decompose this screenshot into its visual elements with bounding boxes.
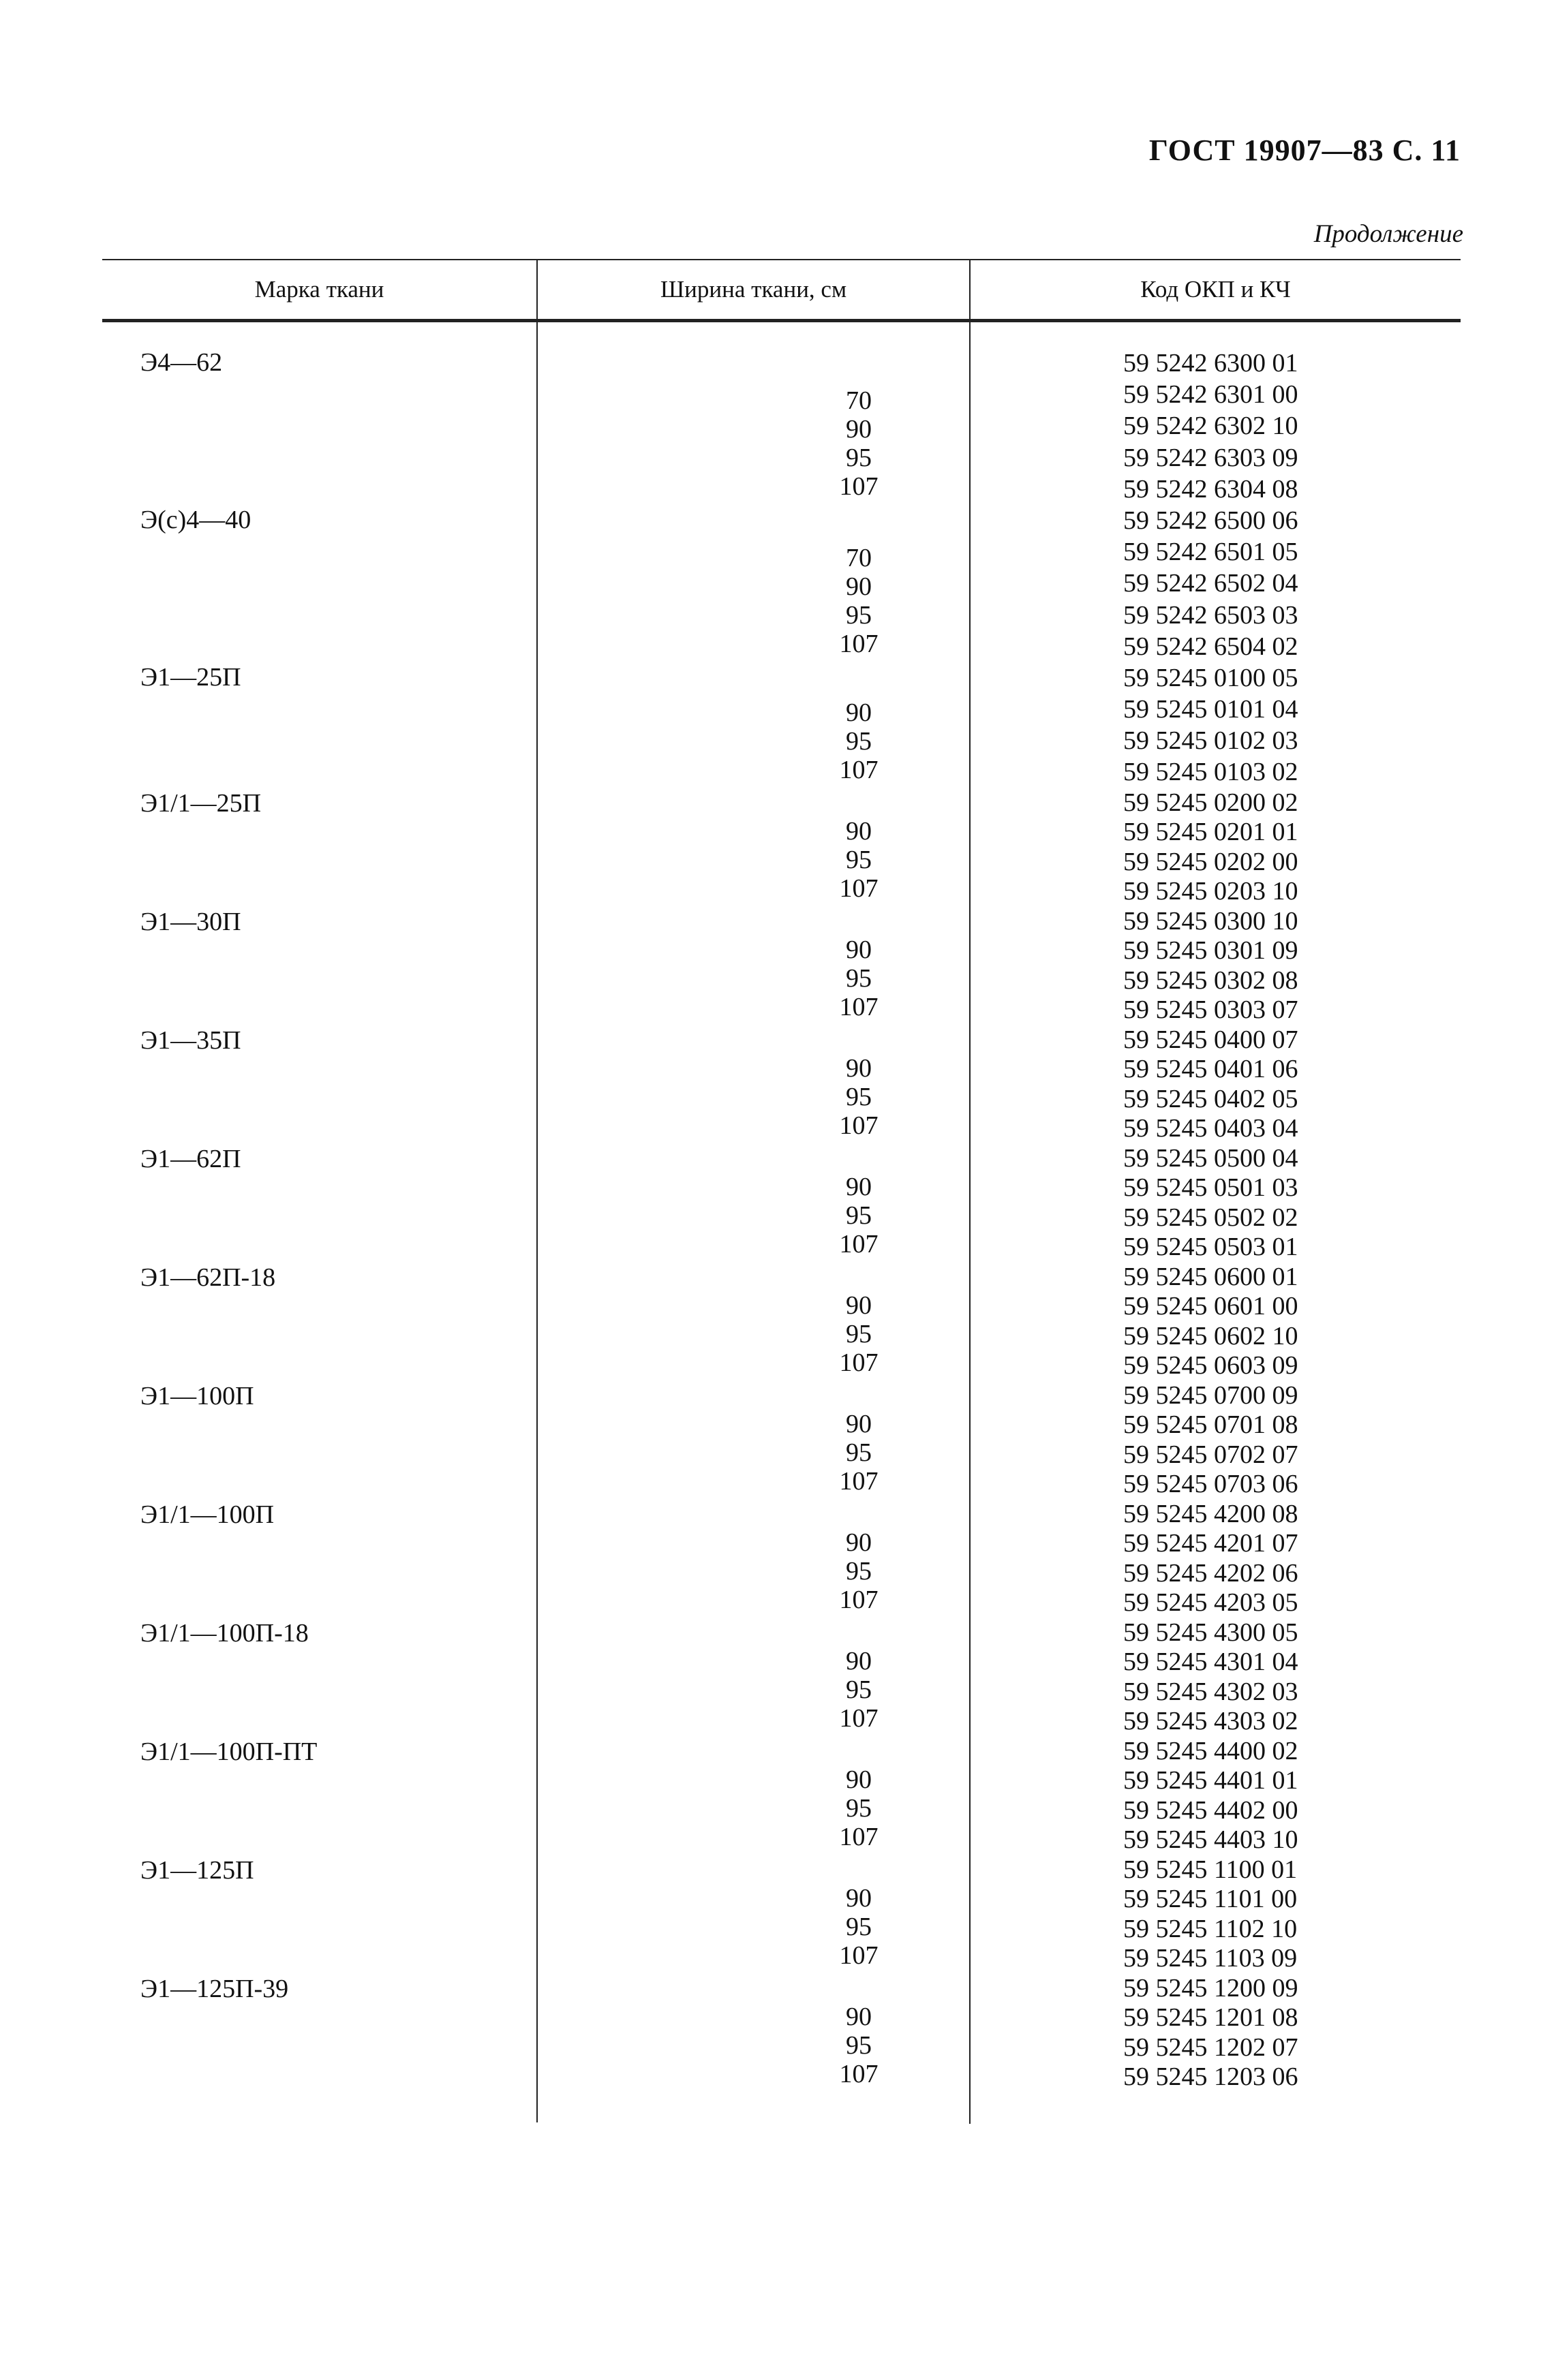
okp-code: 59 5245 0603 09 (1123, 1351, 1298, 1380)
fabric-width: 95 (846, 1082, 872, 1111)
fabric-width: 90 (846, 1291, 872, 1320)
fabric-width: 107 (839, 1822, 879, 1851)
fabric-mark: Э1—125П-39 (140, 1974, 289, 2003)
fabric-width-list (784, 544, 934, 658)
fabric-width: 90 (846, 816, 872, 846)
okp-code: 59 5245 0101 04 (1123, 695, 1298, 724)
fabric-width-list (784, 1765, 934, 1851)
fabric-width: 95 (846, 1201, 872, 1230)
okp-code-list (1123, 1737, 1444, 1855)
okp-code: 59 5245 0601 00 (1123, 1292, 1298, 1321)
okp-code: 59 5245 0301 09 (1123, 936, 1298, 965)
fabric-mark: Э1/1—100П-ПТ (140, 1737, 318, 1766)
fabric-width: 90 (846, 1528, 872, 1557)
okp-code: 59 5245 1203 06 (1123, 2062, 1298, 2092)
page-header: ГОСТ 19907—83 С. 11 (1148, 134, 1461, 167)
okp-code-list (1123, 1618, 1444, 1737)
fabric-width: 95 (846, 1438, 872, 1467)
column-header-fabric-width: Ширина ткани, см (660, 276, 847, 303)
fabric-width-list (784, 386, 934, 501)
fabric-width: 90 (846, 1765, 872, 1794)
okp-code: 59 5245 4401 01 (1123, 1766, 1298, 1795)
fabric-width-list (784, 698, 934, 784)
fabric-width: 90 (846, 698, 872, 727)
fabric-code-table (102, 259, 1461, 2126)
okp-code: 59 5245 0100 05 (1123, 663, 1298, 692)
fabric-width-list (784, 2003, 934, 2088)
fabric-width-list (784, 1884, 934, 1970)
fabric-width: 95 (846, 963, 872, 993)
okp-code: 59 5245 0402 05 (1123, 1084, 1298, 1113)
okp-code: 59 5245 1202 07 (1123, 2033, 1298, 2062)
fabric-width: 107 (839, 629, 879, 658)
continuation-label: Продолжение (1313, 220, 1463, 248)
table-row-group (102, 505, 1461, 662)
fabric-width: 90 (846, 415, 872, 444)
okp-code: 59 5245 0700 09 (1123, 1380, 1298, 1410)
okp-code-list (1123, 907, 1444, 1025)
table-row-group (102, 1737, 1461, 1855)
fabric-width: 90 (846, 1409, 872, 1438)
fabric-mark: Э1—25П (140, 662, 241, 692)
column-header-okp-code: Код ОКП и КЧ (1140, 276, 1291, 303)
fabric-width: 90 (846, 935, 872, 964)
fabric-mark: Э1—100П (140, 1381, 254, 1410)
fabric-width-list (784, 1528, 934, 1614)
fabric-width: 90 (846, 1172, 872, 1201)
fabric-width: 107 (839, 1466, 879, 1496)
okp-code: 59 5245 0600 01 (1123, 1262, 1298, 1291)
okp-code: 59 5245 0701 08 (1123, 1410, 1298, 1440)
fabric-width: 95 (846, 1793, 872, 1823)
okp-code: 59 5245 0500 04 (1123, 1143, 1298, 1173)
fabric-width: 107 (839, 1111, 879, 1140)
fabric-mark: Э1—30П (140, 907, 241, 936)
fabric-width: 107 (839, 874, 879, 903)
fabric-width: 95 (846, 1675, 872, 1704)
okp-code: 59 5245 4302 03 (1123, 1677, 1298, 1706)
fabric-width-list (784, 936, 934, 1021)
okp-code: 59 5245 4201 07 (1123, 1529, 1298, 1558)
okp-code-list (1123, 662, 1444, 788)
fabric-width: 70 (846, 543, 872, 572)
fabric-width-list (784, 1291, 934, 1377)
fabric-width: 90 (846, 1883, 872, 1913)
table-row-group (102, 788, 1461, 907)
okp-code: 59 5245 4402 00 (1123, 1795, 1298, 1825)
okp-code: 59 5245 4400 02 (1123, 1736, 1298, 1765)
okp-code: 59 5245 0401 06 (1123, 1055, 1298, 1084)
table-row-group (102, 907, 1461, 1025)
fabric-width: 95 (846, 1556, 872, 1586)
okp-code: 59 5245 0102 03 (1123, 726, 1298, 756)
okp-code: 59 5245 0200 02 (1123, 788, 1298, 817)
fabric-width: 90 (846, 572, 872, 601)
fabric-width: 107 (839, 472, 879, 501)
fabric-width: 90 (846, 2002, 872, 2031)
okp-code: 59 5245 0503 01 (1123, 1233, 1298, 1262)
okp-code: 59 5245 4300 05 (1123, 1618, 1298, 1647)
table-top-rule (102, 259, 1461, 260)
table-row-group (102, 1263, 1461, 1381)
fabric-width: 107 (839, 992, 879, 1021)
okp-code: 59 5245 1103 09 (1123, 1944, 1298, 1973)
fabric-mark: Э1—62П (140, 1144, 241, 1173)
table-body (102, 347, 1461, 2092)
okp-code: 59 5242 6501 05 (1123, 538, 1298, 567)
fabric-width-list (784, 1647, 934, 1733)
okp-code: 59 5245 4403 10 (1123, 1825, 1298, 1855)
fabric-mark: Э(с)4—40 (140, 505, 251, 534)
okp-code: 59 5245 0203 10 (1123, 877, 1298, 906)
okp-code: 59 5245 0502 02 (1123, 1203, 1298, 1232)
okp-code-list (1123, 788, 1444, 907)
okp-code: 59 5245 0103 02 (1123, 758, 1298, 787)
okp-code: 59 5245 0501 03 (1123, 1173, 1298, 1203)
okp-code: 59 5245 0201 01 (1123, 818, 1298, 847)
okp-code: 59 5245 0602 10 (1123, 1321, 1298, 1350)
column-header-fabric-mark: Марка ткани (254, 276, 384, 303)
fabric-width: 107 (839, 2059, 879, 2088)
okp-code-list (1123, 1855, 1444, 1974)
fabric-width: 95 (846, 1319, 872, 1348)
fabric-mark: Э1/1—100П-18 (140, 1618, 309, 1648)
okp-code-list (1123, 1144, 1444, 1263)
okp-code: 59 5242 6304 08 (1123, 474, 1298, 504)
table-row-group (102, 1618, 1461, 1737)
okp-code: 59 5245 4200 08 (1123, 1499, 1298, 1528)
fabric-width: 107 (839, 755, 879, 784)
okp-code: 59 5242 6503 03 (1123, 600, 1298, 630)
okp-code: 59 5242 6301 00 (1123, 380, 1298, 409)
okp-code-list (1123, 347, 1444, 505)
okp-code: 59 5242 6504 02 (1123, 632, 1298, 661)
fabric-width: 90 (846, 1646, 872, 1675)
okp-code-list (1123, 1025, 1444, 1144)
okp-code: 59 5245 0202 00 (1123, 847, 1298, 876)
okp-code: 59 5242 6302 10 (1123, 412, 1298, 441)
fabric-width: 70 (846, 386, 872, 415)
fabric-mark: Э1/1—100П (140, 1500, 275, 1529)
fabric-mark: Э1—125П (140, 1855, 254, 1885)
fabric-width: 107 (839, 1229, 879, 1258)
table-row-group (102, 1855, 1461, 1974)
okp-code: 59 5242 6303 09 (1123, 443, 1298, 472)
table-row-group (102, 347, 1461, 505)
fabric-width-list (784, 1410, 934, 1496)
fabric-width: 90 (846, 1053, 872, 1083)
okp-code: 59 5245 1200 09 (1123, 1973, 1298, 2003)
fabric-width-list (784, 1054, 934, 1140)
okp-code-list (1123, 1381, 1444, 1500)
okp-code: 59 5242 6300 01 (1123, 349, 1298, 377)
okp-code: 59 5245 4203 05 (1123, 1588, 1298, 1618)
okp-code: 59 5245 0400 07 (1123, 1025, 1298, 1054)
okp-code: 59 5245 4301 04 (1123, 1648, 1298, 1677)
fabric-width-list (784, 817, 934, 903)
fabric-width: 107 (839, 1585, 879, 1614)
fabric-width: 95 (846, 1912, 872, 1941)
table-row-group (102, 1500, 1461, 1618)
fabric-width: 107 (839, 1941, 879, 1970)
okp-code: 59 5245 1100 01 (1123, 1855, 1298, 1884)
fabric-mark: Э4—62 (140, 348, 223, 377)
okp-code: 59 5245 4202 06 (1123, 1558, 1298, 1588)
okp-code: 59 5245 1201 08 (1123, 2003, 1298, 2033)
okp-code-list (1123, 505, 1444, 662)
okp-code-list (1123, 1974, 1444, 2092)
table-row-group (102, 1974, 1461, 2092)
fabric-width: 95 (846, 600, 872, 630)
table-header-rule (102, 319, 1461, 322)
fabric-width: 95 (846, 2030, 872, 2060)
okp-code: 59 5242 6500 06 (1123, 506, 1298, 535)
fabric-width-list (784, 1173, 934, 1258)
okp-code: 59 5245 0302 08 (1123, 965, 1298, 995)
okp-code: 59 5245 1101 00 (1123, 1885, 1298, 1914)
fabric-width: 95 (846, 444, 872, 472)
okp-code: 59 5245 0703 06 (1123, 1470, 1298, 1499)
fabric-width: 95 (846, 845, 872, 874)
okp-code: 59 5245 4303 02 (1123, 1707, 1298, 1736)
fabric-mark: Э1/1—25П (140, 788, 262, 818)
fabric-mark: Э1—35П (140, 1025, 241, 1055)
okp-code-list (1123, 1500, 1444, 1618)
table-row-group (102, 1144, 1461, 1263)
table-row-group (102, 1381, 1461, 1500)
okp-code: 59 5242 6502 04 (1123, 569, 1298, 598)
okp-code: 59 5245 1102 10 (1123, 1914, 1298, 1943)
fabric-width: 107 (839, 1348, 879, 1377)
fabric-mark: Э1—62П-18 (140, 1263, 276, 1292)
okp-code: 59 5245 0300 10 (1123, 906, 1298, 936)
table-row-group (102, 1025, 1461, 1144)
table-row-group (102, 662, 1461, 788)
okp-code: 59 5245 0702 07 (1123, 1440, 1298, 1469)
okp-code: 59 5245 0403 04 (1123, 1114, 1298, 1143)
fabric-width: 95 (846, 726, 872, 756)
fabric-width: 107 (839, 1703, 879, 1733)
okp-code-list (1123, 1263, 1444, 1381)
okp-code: 59 5245 0303 07 (1123, 995, 1298, 1025)
